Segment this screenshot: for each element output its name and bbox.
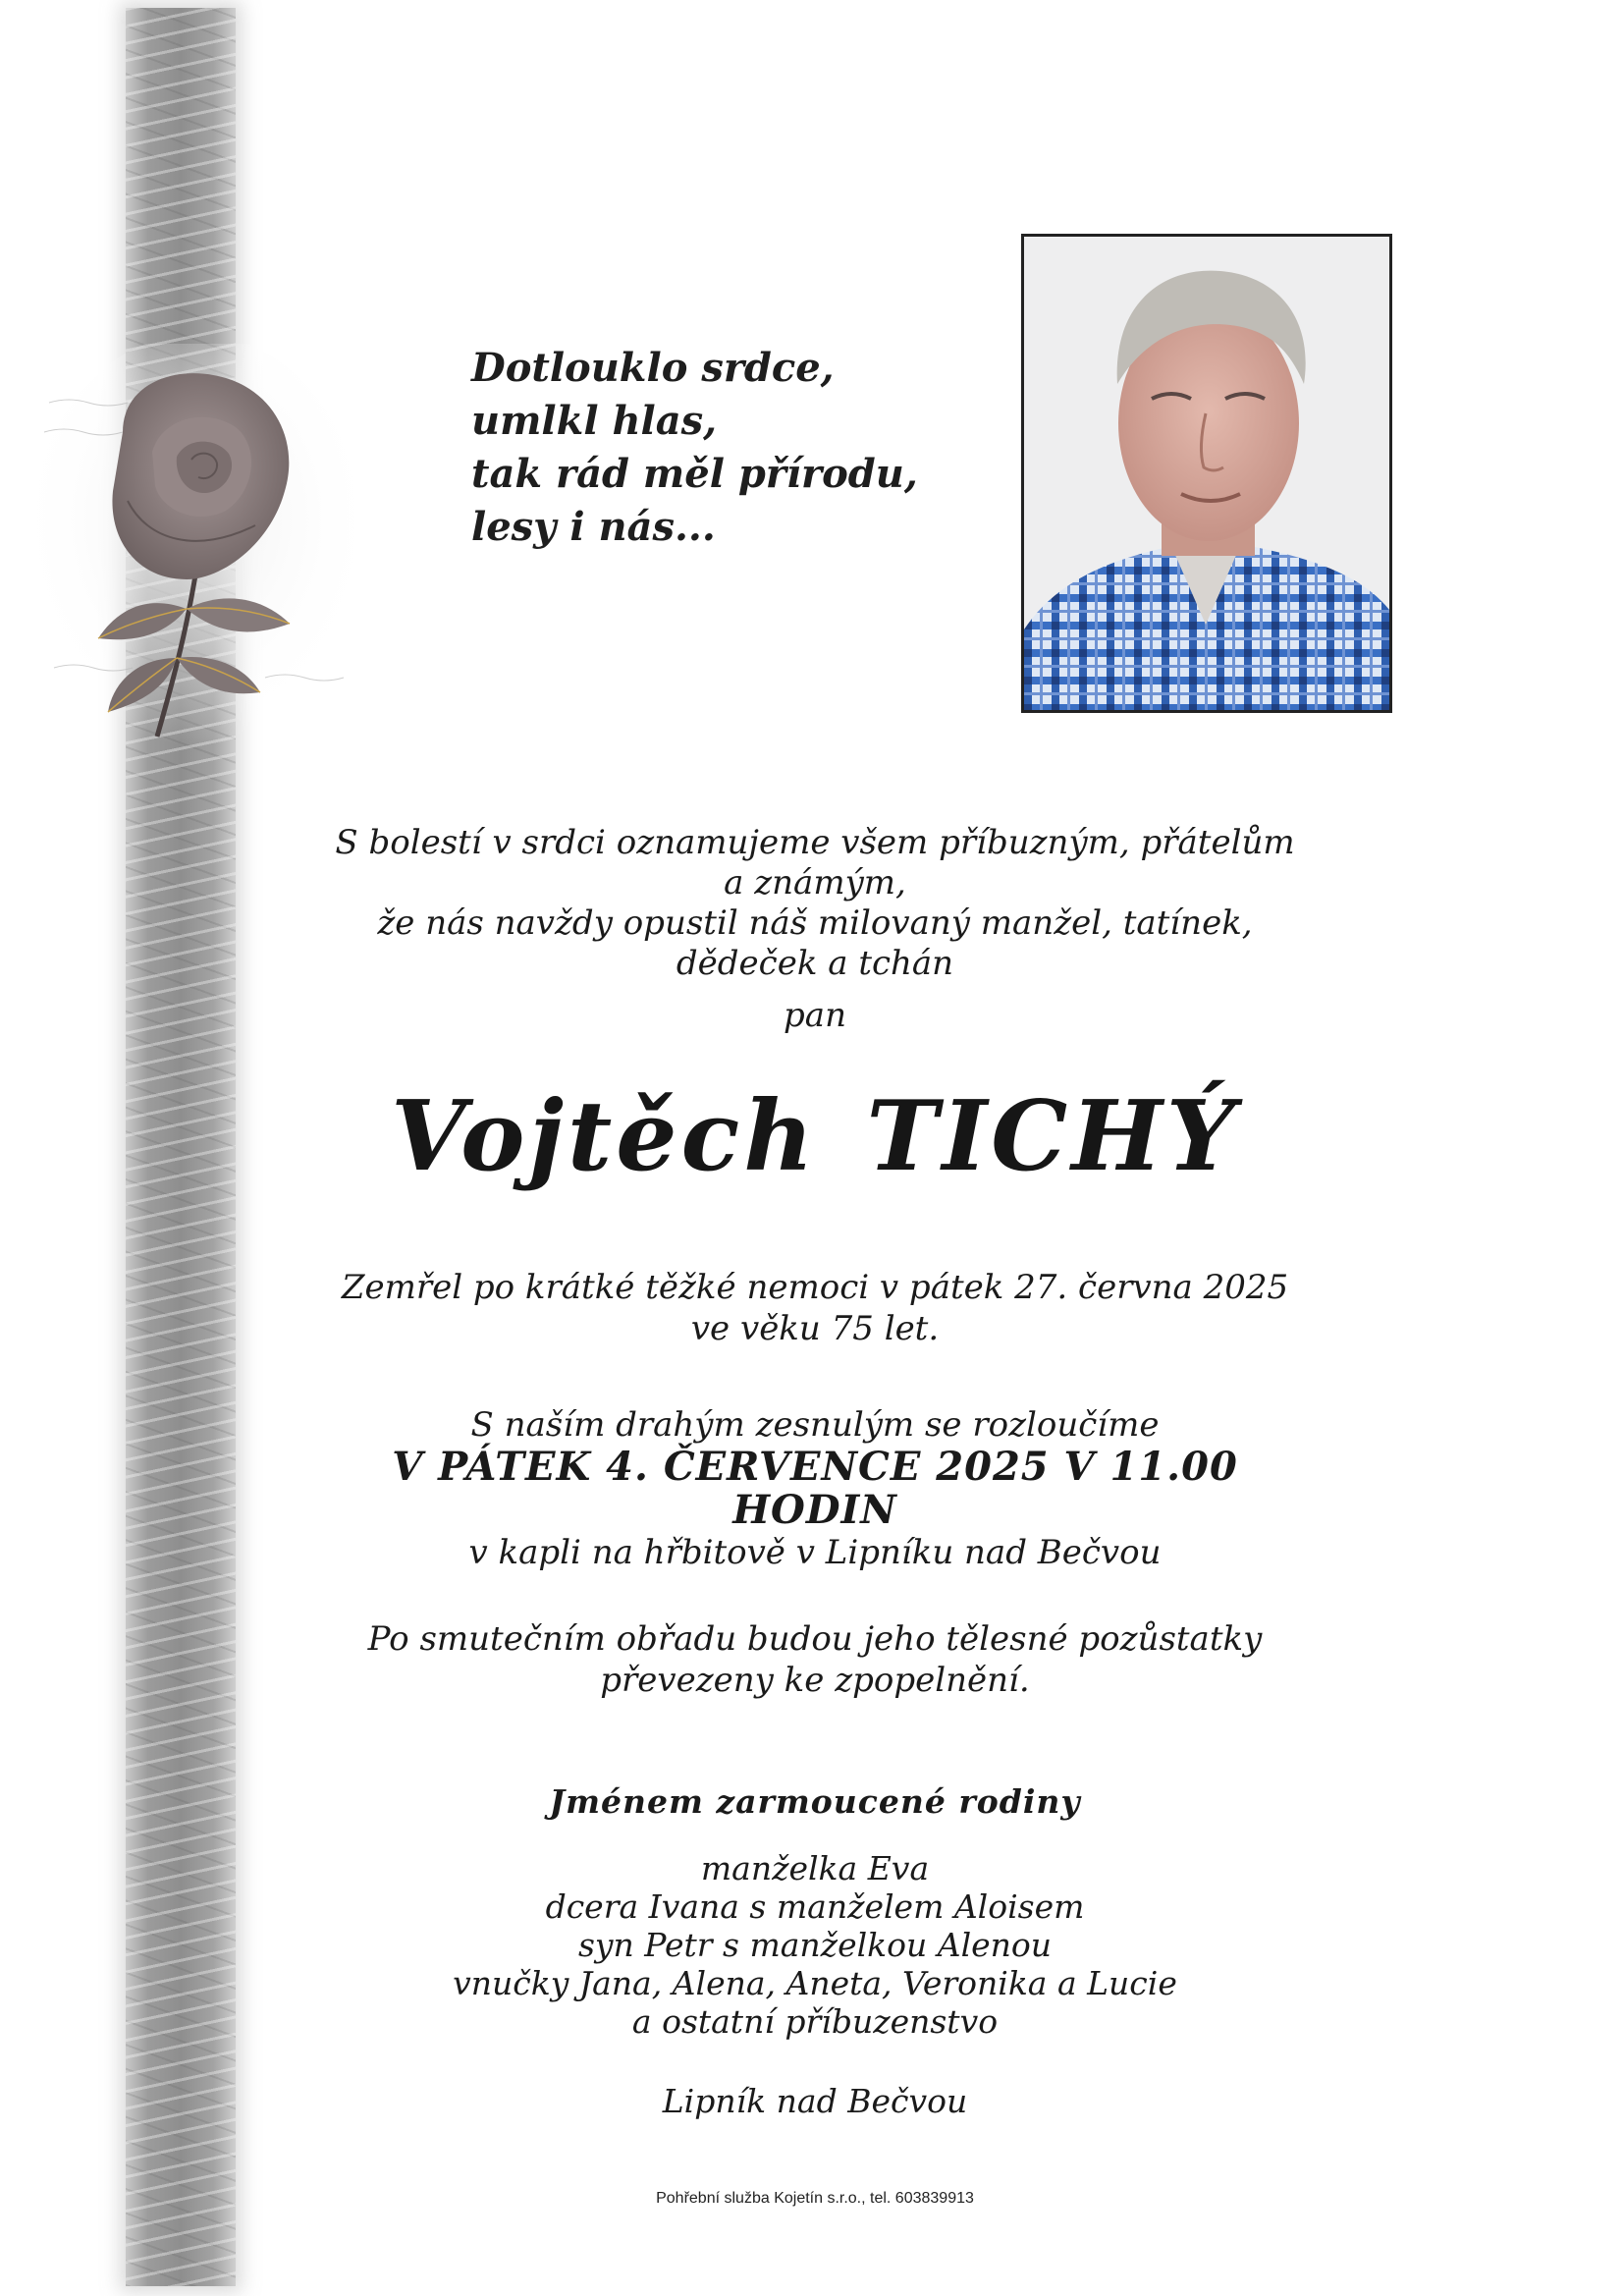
ceremony-note bbox=[324, 1618, 1306, 1701]
farewell-location: v kapli na hřbitově v Lipníku nad Bečvou bbox=[468, 1533, 1162, 1572]
family-member: dcera Ivana s manželem Aloisem bbox=[545, 1887, 1085, 1926]
announcement-line: že nás navždy opustil náš milovaný manžel, tatínek, bbox=[377, 903, 1253, 943]
ceremony-line: Po smutečním obřadu budou jeho tělesné pozůstatky bbox=[367, 1619, 1263, 1659]
farewell-intro: S naším drahým zesnulým se rozloučíme bbox=[470, 1405, 1160, 1445]
town: Lipník nad Bečvou bbox=[662, 2082, 968, 2120]
announcement-line: S bolestí v srdci oznamujeme všem příbuzným, přátelům a známým, bbox=[335, 823, 1295, 902]
family-member: manželka Eva bbox=[700, 1849, 930, 1887]
quote-line: umlkl hlas, bbox=[471, 398, 718, 444]
family-member: syn Petr s manželkou Alenou bbox=[577, 1926, 1053, 1964]
family-heading: Jménem zarmoucené rodiny bbox=[549, 1782, 1081, 1821]
death-line: ve věku 75 let. bbox=[690, 1309, 940, 1348]
announcement bbox=[324, 823, 1306, 984]
first-name: Vojtěch bbox=[391, 1080, 818, 1193]
family-list bbox=[324, 1849, 1306, 2041]
quote-line: tak rád měl přírodu, bbox=[471, 451, 918, 497]
family-member: a ostatní příbuzenstvo bbox=[631, 2002, 999, 2041]
quote-line: lesy i nás... bbox=[471, 504, 716, 550]
quote-line: Dotlouklo srdce, bbox=[471, 345, 835, 391]
death-notice bbox=[324, 1267, 1306, 1349]
family-member: vnučky Jana, Alena, Aneta, Veronika a Lucie bbox=[453, 1964, 1177, 2002]
portrait-photo bbox=[1021, 234, 1392, 713]
rose-icon bbox=[29, 344, 363, 756]
farewell-datetime: V PÁTEK 4. ČERVENCE 2025 V 11.00 HODIN bbox=[392, 1444, 1238, 1533]
funeral-service-footer: Pohřební služba Kojetín s.r.o., tel. 603839913 bbox=[656, 2190, 974, 2207]
ceremony-line: převezeny ke zpopelnění. bbox=[600, 1661, 1030, 1700]
farewell-info bbox=[324, 1404, 1306, 1573]
memorial-quote bbox=[471, 342, 982, 554]
announcement-line: dědeček a tchán bbox=[676, 944, 954, 983]
salutation: pan bbox=[784, 996, 846, 1035]
death-line: Zemřel po krátké těžké nemoci v pátek 27. června 2025 bbox=[341, 1268, 1289, 1307]
deceased-name bbox=[324, 1078, 1306, 1196]
last-name: TICHÝ bbox=[866, 1080, 1239, 1193]
